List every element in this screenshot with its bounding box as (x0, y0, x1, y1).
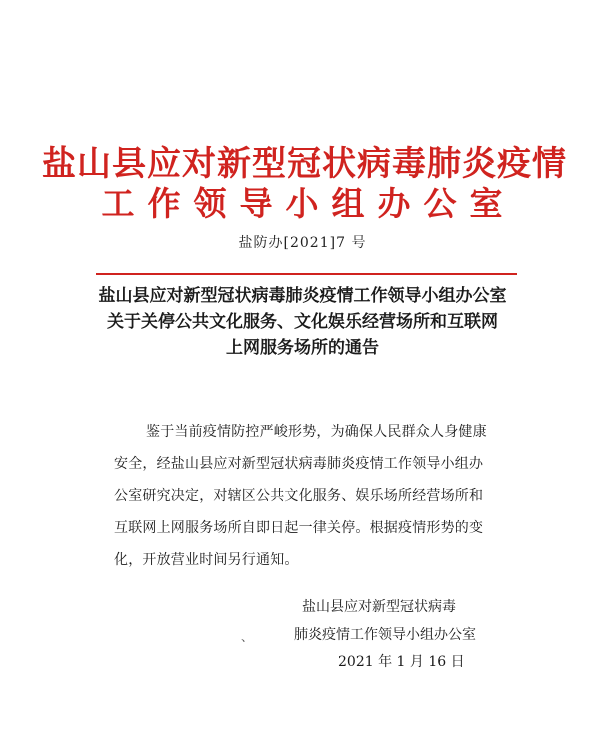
body-line: 互联网上网服务场所自即日起一律关停。根据疫情形势的变 (114, 520, 484, 536)
body-line: 安全，经盐山县应对新型冠状病毒肺炎疫情工作领导小组办 (114, 456, 484, 472)
body-line: 鉴于当前疫情防控严峻形势，为确保人民群众人身健康 (146, 424, 487, 440)
issuing-authority-title-line1: 盐山县应对新型冠状病毒肺炎疫情 (42, 144, 567, 184)
issuing-authority-title-line2: 工作领导小组办公室 (101, 184, 516, 223)
signature-authority-line1: 盐山县应对新型冠状病毒 (302, 599, 456, 615)
notice-title (0, 283, 605, 361)
red-divider-line (96, 273, 517, 275)
signature-authority-line2: 肺炎疫情工作领导小组办公室 (294, 627, 476, 643)
notice-title-line1: 盐山县应对新型冠状病毒肺炎疫情工作领导小组办公室 (98, 286, 507, 306)
signature-date: 2021 年 1 月 16 日 (338, 654, 465, 670)
notice-title-line2: 关于关停公共文化服务、文化娱乐经营场所和互联网 (107, 312, 498, 332)
document-number: 盐防办[2021]7 号 (238, 235, 367, 251)
notice-body (114, 416, 518, 576)
notice-title-line3: 上网服务场所的通告 (226, 338, 379, 358)
body-line: 化，开放营业时间另行通知。 (114, 552, 299, 568)
body-line: 公室研究决定，对辖区公共文化服务、娱乐场所经营场所和 (114, 488, 484, 504)
stray-punctuation-mark: 、 (241, 630, 254, 644)
